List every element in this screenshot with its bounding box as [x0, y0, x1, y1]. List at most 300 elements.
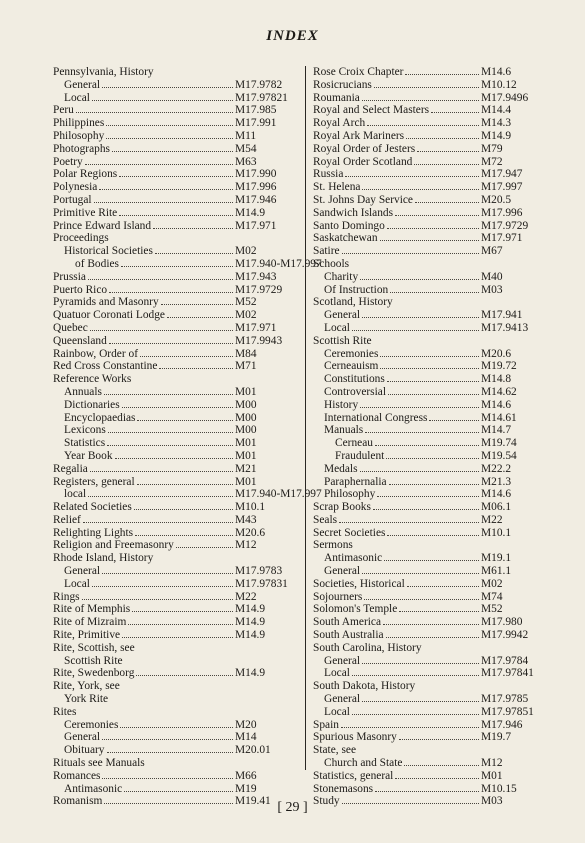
entry-code: M74	[481, 590, 503, 603]
dot-leader	[137, 476, 233, 485]
entry-code: M17.97831	[235, 577, 288, 590]
entry-code: M17.947	[481, 168, 523, 181]
entry-code: M10.15	[481, 782, 517, 795]
index-entry	[53, 309, 305, 322]
entry-code: M14.6	[481, 398, 512, 411]
dot-leader	[122, 681, 233, 689]
dot-leader	[362, 565, 479, 574]
entry-code: M20.5	[481, 193, 512, 206]
entry-code: M19.74	[481, 437, 517, 450]
index-entry	[313, 348, 553, 361]
entry-term: Portugal	[53, 193, 92, 206]
entry-code: M17.940-M17.997	[235, 488, 322, 501]
index-entry	[313, 412, 553, 425]
dot-leader	[355, 540, 479, 548]
entry-term: Seals	[313, 513, 338, 526]
dot-leader	[102, 770, 233, 779]
index-entry	[53, 488, 322, 501]
dot-leader	[339, 514, 479, 523]
index-entry	[313, 104, 553, 117]
dot-leader	[377, 488, 479, 497]
dot-leader	[111, 233, 233, 241]
entry-code: M17.97821	[235, 91, 288, 104]
index-entry	[313, 92, 553, 105]
entry-code: M54	[235, 142, 257, 155]
entry-term: Of Instruction	[324, 283, 389, 296]
entry-code: M12	[235, 539, 257, 552]
entry-term: Stonemasons	[313, 782, 374, 795]
index-entry	[53, 257, 322, 271]
index-entry	[53, 629, 305, 642]
dot-leader	[417, 143, 479, 152]
entry-term: Royal and Select Masters	[313, 104, 430, 117]
entry-code: M14.9	[235, 206, 266, 219]
entry-code: M14.62	[481, 385, 517, 398]
index-entry	[53, 220, 305, 233]
dot-leader	[362, 92, 479, 101]
dot-leader	[115, 450, 233, 459]
entry-code: M17.985	[235, 104, 277, 117]
entry-term: Philosophy	[324, 488, 376, 501]
index-entry	[53, 92, 305, 105]
index-entry	[313, 552, 553, 565]
dot-leader	[417, 681, 479, 689]
entry-code: M40	[481, 270, 503, 283]
entry-term: Historical Societies	[64, 245, 153, 258]
entry-term: General	[324, 309, 361, 322]
entry-code: M17.980	[481, 616, 523, 629]
entry-term: Scottish Rite	[64, 654, 123, 667]
index-entry	[53, 194, 305, 207]
entry-code: M22	[481, 513, 503, 526]
dot-leader	[120, 719, 233, 728]
dot-leader	[106, 130, 233, 139]
entry-term: Scottish Rite	[313, 334, 372, 347]
index-entry	[313, 539, 553, 552]
entry-term: Secret Societies	[313, 526, 386, 539]
index-entry	[53, 168, 305, 181]
index-entry	[313, 130, 553, 143]
dot-leader	[102, 731, 233, 740]
entry-code: M17.997	[481, 181, 523, 194]
entry-term: Scotland, History	[313, 296, 393, 309]
entry-term: Royal Arch	[313, 117, 366, 130]
index-entry	[53, 322, 305, 335]
index-entry	[53, 731, 305, 744]
entry-term: Registers, general	[53, 475, 135, 488]
index-entry	[53, 424, 305, 437]
entry-term: local	[64, 488, 87, 501]
entry-term: Royal Order of Jesters	[313, 142, 416, 155]
dot-leader	[415, 194, 479, 203]
entry-code: M17.9783	[235, 565, 283, 578]
entry-term: Rose Croix Chapter	[313, 66, 404, 78]
entry-term: Annuals	[64, 385, 102, 398]
entry-code: M20.6	[235, 526, 266, 539]
entry-code: M22.2	[481, 462, 512, 475]
entry-term: Rite of Memphis	[53, 603, 131, 616]
entry-code: M10.1	[235, 501, 266, 514]
entry-term: Dictionaries	[64, 398, 120, 411]
dot-leader	[88, 271, 233, 280]
entry-code: M17.971	[235, 219, 277, 232]
dot-leader	[132, 603, 233, 612]
entry-term: Rings	[53, 590, 80, 603]
entry-code: M17.990	[235, 168, 277, 181]
index-entry	[313, 591, 553, 604]
entry-code: M03	[481, 795, 503, 808]
dot-leader	[121, 258, 233, 267]
dot-leader	[135, 527, 233, 536]
entry-term: Rosicrucians	[313, 78, 372, 91]
index-entry	[313, 450, 553, 463]
dot-leader	[362, 181, 479, 190]
entry-code: M14.61	[481, 411, 517, 424]
index-entry	[313, 207, 553, 220]
entry-term: Fraudulent	[335, 449, 385, 462]
index-entry	[313, 476, 553, 489]
dot-leader	[352, 706, 479, 715]
entry-code: M02	[235, 245, 257, 258]
dot-leader	[92, 92, 233, 101]
entry-code: M20.01	[235, 744, 271, 757]
index-entry	[53, 207, 305, 220]
dot-leader	[90, 322, 233, 331]
index-entry	[53, 284, 305, 297]
index-entry	[313, 642, 553, 655]
dot-leader	[375, 783, 479, 792]
entry-term: South Dakota, History	[313, 680, 416, 693]
index-entry	[313, 719, 553, 732]
entry-term: Rite, Swedenborg	[53, 667, 135, 680]
entry-term: General	[64, 78, 101, 91]
index-entry	[53, 271, 305, 284]
entry-code: M17.9729	[235, 283, 283, 296]
entry-term: Rite, Primitive	[53, 629, 121, 642]
entry-term: of Bodies	[75, 257, 119, 270]
entry-term: Prince Edward Island	[53, 219, 152, 232]
index-entry	[313, 501, 553, 514]
index-entry	[313, 655, 553, 668]
index-entry	[313, 220, 553, 233]
entry-code: M22	[235, 590, 257, 603]
dot-leader	[404, 757, 479, 766]
entry-term: Spurious Masonry	[313, 731, 397, 744]
right-index-column	[313, 66, 553, 808]
entry-term: Local	[324, 667, 350, 680]
dot-leader	[360, 271, 479, 280]
entry-term: Ceremonies	[64, 718, 119, 731]
dot-leader	[399, 603, 479, 612]
entry-code: M17.9729	[481, 219, 529, 232]
dot-leader	[137, 412, 233, 421]
entry-code: M14.9	[235, 667, 266, 680]
index-entry	[313, 731, 553, 744]
index-entry	[313, 514, 553, 527]
entry-code: M72	[481, 155, 503, 168]
entry-code: M01	[481, 769, 503, 782]
entry-code: M20	[235, 718, 257, 731]
dot-leader	[362, 309, 479, 318]
index-entry	[53, 450, 305, 463]
entry-term: Puerto Rico	[53, 283, 108, 296]
index-entry	[53, 335, 305, 348]
dot-leader	[383, 616, 479, 625]
index-entry	[313, 706, 553, 719]
entry-term: Rituals see Manuals	[53, 757, 145, 770]
entry-term: Roumania	[313, 91, 360, 104]
entry-term: Rites	[53, 705, 77, 718]
dot-leader	[125, 656, 233, 664]
entry-code: M61.1	[481, 565, 512, 578]
dot-leader	[136, 667, 233, 676]
entry-term: Philippines	[53, 117, 105, 130]
index-entry	[53, 680, 305, 693]
dot-leader	[124, 783, 233, 792]
entry-term: Pennsylvania, History	[53, 66, 154, 78]
entry-term: General	[324, 565, 361, 578]
index-entry	[53, 66, 305, 79]
entry-code: M19.54	[481, 449, 517, 462]
index-entry	[53, 79, 305, 92]
entry-term: Lexicons	[64, 424, 106, 437]
index-entry	[313, 488, 553, 501]
page-number: [ 29 ]	[277, 800, 308, 815]
entry-code: M17.946	[235, 193, 277, 206]
dot-leader	[122, 629, 233, 638]
entry-code: M17.996	[235, 181, 277, 194]
entry-term: Church and State	[324, 757, 403, 770]
index-entry	[53, 143, 305, 156]
entry-term: Polar Regions	[53, 168, 118, 181]
entry-code: M00	[235, 398, 257, 411]
index-entry	[53, 706, 305, 719]
entry-code: M14	[235, 731, 257, 744]
dot-leader	[122, 399, 233, 408]
entry-term: Year Book	[64, 449, 113, 462]
entry-code: M67	[481, 245, 503, 258]
entry-term: Primitive Rite	[53, 206, 118, 219]
dot-leader	[155, 553, 233, 561]
entry-code: M17.9782	[235, 78, 283, 91]
index-entry	[53, 565, 305, 578]
index-entry	[53, 181, 305, 194]
dot-leader	[161, 296, 233, 305]
entry-term: Royal Ark Mariners	[313, 129, 405, 142]
dot-leader	[414, 156, 479, 165]
dot-leader	[102, 565, 233, 574]
dot-leader	[106, 117, 233, 126]
entry-code: M17.9943	[235, 334, 283, 347]
entry-code: M14.6	[481, 488, 512, 501]
index-entry	[53, 130, 305, 143]
entry-term: Polynesia	[53, 181, 98, 194]
entry-code: M43	[235, 513, 257, 526]
dot-leader	[362, 693, 479, 702]
dot-leader	[386, 629, 479, 638]
index-entry	[313, 424, 553, 437]
entry-code: M19.7	[481, 731, 512, 744]
index-entry	[53, 412, 305, 425]
index-entry	[313, 399, 553, 412]
entry-code: M12	[481, 757, 503, 770]
entry-code: M19.41	[235, 795, 271, 808]
entry-term: Spain	[313, 718, 339, 731]
index-entry	[53, 117, 305, 130]
index-entry	[313, 437, 553, 450]
entry-term: Rite of Mizraim	[53, 616, 127, 629]
entry-term: Relighting Lights	[53, 526, 134, 539]
dot-leader	[109, 335, 233, 344]
entry-term: Encyclopaedias	[64, 411, 136, 424]
index-entry	[53, 360, 305, 373]
entry-code: M17.943	[235, 270, 277, 283]
index-entry	[313, 322, 553, 335]
dot-leader	[374, 79, 479, 88]
dot-leader	[94, 194, 233, 203]
entry-term: Statistics	[64, 437, 106, 450]
index-entry	[313, 168, 553, 181]
dot-leader	[159, 360, 233, 369]
dot-leader	[395, 770, 479, 779]
entry-code: M01	[235, 475, 257, 488]
index-entry	[313, 744, 553, 757]
entry-code: M01	[235, 449, 257, 462]
index-entry	[53, 463, 305, 476]
index-entry	[53, 603, 305, 616]
dot-leader	[380, 360, 479, 369]
dot-leader	[128, 616, 233, 625]
entry-code: M84	[235, 347, 257, 360]
entry-term: Societies, Historical	[313, 577, 405, 590]
entry-code: M03	[481, 283, 503, 296]
dot-leader	[380, 348, 479, 357]
index-entry	[53, 476, 305, 489]
dot-leader	[155, 245, 233, 254]
dot-leader	[99, 181, 233, 190]
dot-leader	[389, 476, 479, 485]
dot-leader	[147, 758, 233, 766]
dot-leader	[153, 220, 233, 229]
dot-leader	[107, 437, 233, 446]
index-entry	[53, 348, 305, 361]
index-entry	[313, 232, 553, 245]
entry-code: M21	[235, 462, 257, 475]
dot-leader	[176, 539, 233, 548]
index-entry	[313, 258, 553, 271]
index-entry	[53, 386, 305, 399]
dot-leader	[119, 207, 233, 216]
entry-term: Relief	[53, 513, 81, 526]
entry-code: M14.9	[235, 616, 266, 629]
dot-leader	[360, 399, 479, 408]
index-entry	[313, 284, 553, 297]
dot-leader	[134, 501, 233, 510]
entry-term: Obituary	[64, 744, 105, 757]
index-entry	[53, 373, 305, 386]
entry-code: M14.8	[481, 373, 512, 386]
dot-leader	[104, 386, 233, 395]
entry-term: Proceedings	[53, 232, 109, 245]
entry-term: Medals	[324, 462, 358, 475]
entry-code: M17.9784	[481, 654, 529, 667]
dot-leader	[387, 527, 479, 536]
entry-code: M19.72	[481, 360, 517, 373]
index-entry	[313, 783, 553, 796]
index-entry	[313, 194, 553, 207]
dot-leader	[341, 719, 479, 728]
dot-leader	[407, 578, 479, 587]
entry-term: Sandwich Islands	[313, 206, 394, 219]
dot-leader	[399, 731, 479, 740]
entry-term: Related Societies	[53, 501, 132, 514]
dot-leader	[424, 643, 479, 651]
index-entry	[313, 66, 553, 79]
dot-leader	[390, 284, 479, 293]
entry-code: M01	[235, 385, 257, 398]
dot-leader	[380, 232, 479, 241]
entry-code: M00	[235, 424, 257, 437]
index-entry	[53, 757, 305, 770]
index-entry	[313, 271, 553, 284]
index-entry	[313, 156, 553, 169]
entry-term: Controversial	[324, 385, 387, 398]
entry-code: M02	[481, 577, 503, 590]
entry-term: Russia	[313, 168, 344, 181]
index-entry	[313, 143, 553, 156]
entry-term: State, see	[313, 744, 357, 757]
entry-term: St. Johns Day Service	[313, 193, 413, 206]
dot-leader	[406, 130, 479, 139]
dot-leader	[431, 104, 479, 113]
index-entry	[313, 578, 553, 591]
entry-term: Rainbow, Order of	[53, 347, 138, 360]
dot-leader	[119, 168, 233, 177]
dot-leader	[375, 437, 479, 446]
index-entry	[313, 757, 553, 770]
entry-code: M11	[235, 129, 257, 142]
entry-code: M52	[481, 603, 503, 616]
entry-code: M01	[235, 437, 257, 450]
dot-leader	[388, 386, 479, 395]
index-entry	[53, 693, 305, 706]
entry-term: International Congress	[324, 411, 428, 424]
entry-code: M17.97841	[481, 667, 534, 680]
index-entry	[313, 117, 553, 130]
entry-code: M17.946	[481, 718, 523, 731]
entry-code: M17.97851	[481, 705, 534, 718]
entry-term: Manuals	[324, 424, 364, 437]
entry-term: History	[324, 398, 359, 411]
page-title: INDEX	[266, 28, 319, 44]
dot-leader	[387, 373, 479, 382]
entry-term: Satire	[313, 245, 340, 258]
index-entry	[53, 578, 305, 591]
entry-code: M14.9	[481, 129, 512, 142]
entry-term: Poetry	[53, 155, 83, 168]
index-entry	[313, 335, 553, 348]
entry-term: Paraphernalia	[324, 475, 387, 488]
dot-leader	[140, 348, 233, 357]
index-entry	[313, 296, 553, 309]
entry-code: M14.6	[481, 66, 512, 78]
index-entry	[53, 104, 305, 117]
left-index-column	[53, 66, 322, 808]
dot-leader	[112, 143, 233, 152]
dot-leader	[374, 336, 479, 344]
entry-term: Regalia	[53, 462, 88, 475]
entry-term: Sojourners	[313, 590, 363, 603]
